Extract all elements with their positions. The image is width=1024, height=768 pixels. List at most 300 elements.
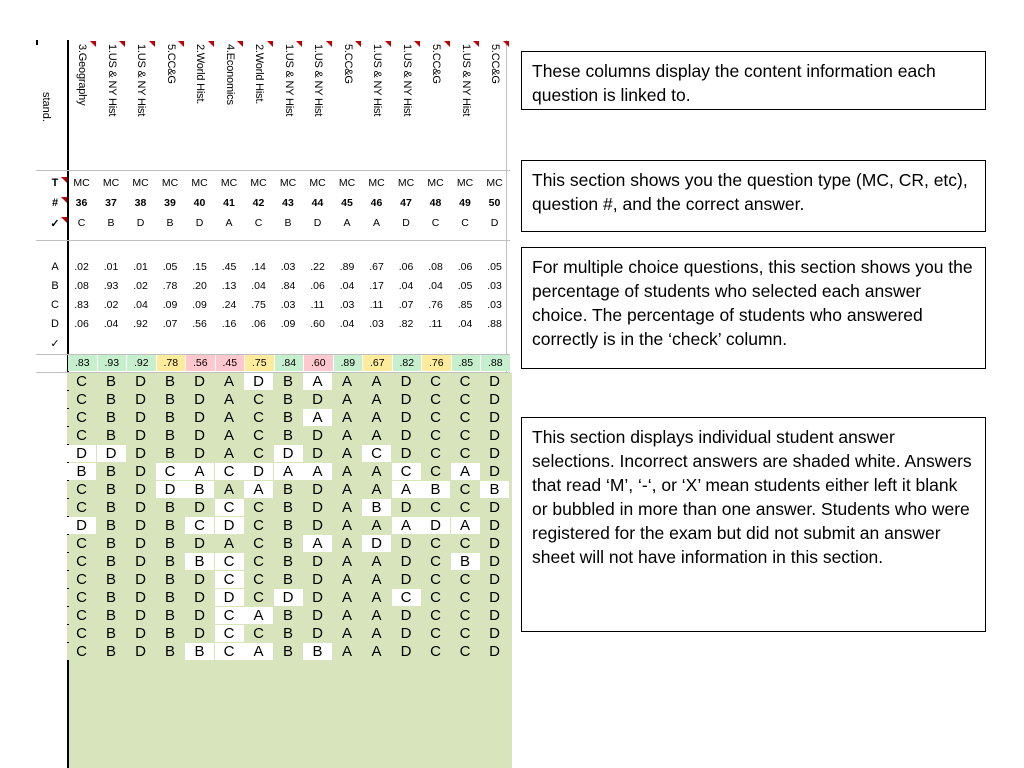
percentage-cell: .06	[251, 318, 266, 330]
student-answer-cell: D	[303, 625, 332, 642]
percentage-cell: .15	[192, 261, 207, 273]
student-answer-cell: C	[215, 643, 244, 660]
student-answer-cell: C	[156, 463, 185, 480]
student-answer-cell: D	[303, 499, 332, 516]
percentage-cell: .84	[280, 280, 296, 292]
student-answer-cell: B	[156, 409, 185, 426]
percent-correct-cell: .60	[304, 355, 333, 371]
student-answer-cell: C	[421, 445, 450, 462]
student-answer-cell: B	[97, 607, 126, 624]
percentage-cell: .13	[221, 280, 237, 292]
comment-marker-icon	[296, 41, 302, 47]
question-type-cell: MC	[73, 177, 90, 189]
student-answer-cell: B	[156, 571, 185, 588]
correct-answer-cell: B	[166, 217, 174, 229]
student-answer-cell: A	[333, 643, 362, 660]
standard-header-cell	[362, 40, 391, 170]
question-type-cell: MC	[220, 177, 238, 189]
student-answer-cell: D	[244, 373, 273, 390]
student-answer-cell: B	[185, 553, 214, 570]
student-answer-cell: C	[451, 373, 480, 390]
student-answer-cell: B	[274, 409, 303, 426]
standard-header-cell	[244, 40, 273, 170]
student-answer-cell: D	[303, 571, 332, 588]
student-answer-cell: D	[480, 427, 509, 444]
comment-marker-icon	[61, 217, 67, 223]
student-answer-cell: C	[451, 589, 480, 606]
student-answer-cell: C	[67, 625, 96, 642]
question-number-cell: 36	[75, 197, 88, 209]
student-answer-cell: A	[333, 463, 362, 480]
student-answer-cell: A	[333, 625, 362, 642]
percent-correct-cell: .88	[481, 355, 510, 371]
student-answer-cell: B	[97, 391, 126, 408]
percentage-cell: .56	[192, 318, 207, 330]
comment-marker-icon	[61, 197, 67, 203]
student-answer-cell: C	[421, 571, 450, 588]
question-type-cell: MC	[191, 177, 208, 189]
question-type-cell: MC	[427, 177, 444, 189]
student-answer-cell: A	[244, 607, 273, 624]
question-type-cell: MC	[161, 177, 179, 189]
student-answer-cell: C	[421, 607, 450, 624]
comment-marker-icon	[178, 41, 184, 47]
percentage-cell: .04	[339, 280, 355, 292]
student-answer-cell: B	[274, 553, 303, 570]
student-answer-cell: C	[244, 589, 273, 606]
percentage-cell: .04	[428, 280, 443, 292]
student-answer-cell: C	[67, 391, 96, 408]
student-answer-cell: D	[126, 625, 155, 642]
student-answer-cell: B	[274, 481, 303, 498]
percent-correct-cell: .56	[186, 355, 215, 371]
student-answer-cell: B	[156, 517, 185, 534]
standard-label: 5.CC&G	[164, 44, 177, 84]
standard-label: 5.CC&G	[341, 44, 354, 84]
student-answer-cell: D	[126, 499, 155, 516]
student-answer-cell: A	[333, 589, 362, 606]
student-answer-cell: C	[421, 499, 450, 516]
percent-correct-cell: .45	[216, 355, 245, 371]
percentage-cell: .05	[487, 261, 502, 273]
student-answer-cell: A	[451, 517, 480, 534]
question-type-cell: MC	[397, 177, 415, 189]
standard-label: 3.Geography	[76, 44, 88, 106]
student-answer-cell: B	[156, 427, 185, 444]
student-answer-cell: A	[362, 571, 391, 588]
gradebook-sheet	[36, 40, 510, 768]
student-answer-cell: B	[480, 481, 509, 498]
student-answer-cell: C	[215, 499, 244, 516]
question-number-cell: 44	[311, 197, 324, 209]
answer-choice-row-label: D	[51, 318, 59, 330]
student-answer-cell: B	[303, 643, 332, 660]
note-content-info	[521, 51, 986, 110]
student-answer-cell: C	[451, 445, 480, 462]
percentage-cell: .75	[251, 299, 266, 311]
student-answer-cell: D	[392, 535, 421, 552]
student-answer-cell: C	[215, 607, 244, 624]
student-answer-cell: B	[97, 571, 126, 588]
percentage-cell: .67	[369, 261, 384, 273]
student-answer-cell: A	[244, 643, 273, 660]
student-answer-cell: A	[362, 517, 391, 534]
student-answer-cell: B	[97, 499, 126, 516]
student-answer-cell: B	[451, 553, 480, 570]
percentage-cell: .04	[133, 299, 148, 311]
stand-header	[36, 40, 67, 170]
student-answer-cell: A	[392, 481, 421, 498]
student-answer-cell: B	[97, 463, 126, 480]
student-answer-cell: C	[421, 643, 450, 660]
question-type-cell: MC	[132, 177, 149, 189]
standard-header-cell	[333, 40, 362, 170]
question-number-cell: 37	[105, 197, 117, 209]
percentage-cell: .11	[369, 299, 384, 311]
standard-header-cell	[215, 40, 244, 170]
student-answer-cell: C	[421, 625, 450, 642]
student-answer-cell: D	[67, 445, 96, 462]
student-answer-cell: A	[215, 481, 244, 498]
student-answer-cell: B	[156, 535, 185, 552]
standard-header-cell	[185, 40, 214, 170]
percent-correct-cell: .78	[157, 355, 186, 371]
student-answer-cell: C	[67, 409, 96, 426]
student-answer-cell: D	[480, 391, 509, 408]
comment-marker-icon	[355, 41, 361, 47]
standard-label: 1.US & NY Hist	[400, 44, 413, 117]
student-answer-cell: C	[421, 391, 450, 408]
correct-answer-cell: C	[461, 217, 469, 229]
student-answer-cell: A	[362, 391, 391, 408]
standard-label: 1.US & NY Hist	[282, 44, 295, 117]
student-answer-cell: A	[362, 607, 391, 624]
percentage-cell: .83	[74, 299, 89, 311]
question-type-cell: MC	[279, 177, 297, 189]
student-answer-cell: D	[303, 427, 332, 444]
question-type-cell: MC	[338, 177, 356, 189]
student-answer-cell: B	[274, 391, 303, 408]
student-answer-cell: B	[274, 499, 303, 516]
percentage-cell: .01	[103, 261, 119, 273]
student-answer-cell: C	[215, 553, 244, 570]
correct-answer-cell: C	[431, 217, 440, 229]
question-type-cell: MC	[486, 177, 503, 189]
student-answer-cell: D	[185, 445, 214, 462]
student-answer-cell: B	[156, 445, 185, 462]
question-type-cell: MC	[368, 177, 385, 189]
student-answer-cell: A	[362, 463, 391, 480]
student-answer-cell: C	[244, 391, 273, 408]
student-answer-cell: B	[156, 625, 185, 642]
standard-header-cell	[392, 40, 421, 170]
student-answer-cell: D	[126, 391, 155, 408]
percentage-cell: .78	[162, 280, 178, 292]
percentage-cell: .03	[339, 299, 355, 311]
student-answer-cell: B	[185, 643, 214, 660]
student-answer-cell: B	[421, 481, 450, 498]
student-answer-cell: D	[421, 517, 450, 534]
question-number-cell: 42	[252, 197, 265, 209]
student-answer-cell: D	[480, 553, 509, 570]
student-answer-cell: A	[215, 535, 244, 552]
student-answer-cell: D	[185, 427, 214, 444]
student-answer-cell: D	[480, 517, 509, 534]
student-answer-cell: A	[333, 391, 362, 408]
standard-label: 1.US & NY Hist	[135, 44, 147, 117]
student-answer-cell: B	[97, 427, 126, 444]
student-answer-cell: B	[156, 607, 185, 624]
student-answer-cell: A	[333, 373, 362, 390]
student-answer-cell: B	[274, 625, 303, 642]
percentage-cell: .11	[428, 318, 443, 330]
note-content-info-text: These columns display the content information each question is linked to.	[532, 61, 936, 105]
percentage-cell: .85	[457, 299, 473, 311]
student-answer-cell: C	[244, 499, 273, 516]
standard-label: 5.CC&G	[430, 44, 442, 84]
question-number-cell: 50	[488, 197, 501, 209]
student-answer-cell: D	[185, 607, 214, 624]
student-answer-cell: D	[126, 571, 155, 588]
student-answer-cell: D	[126, 373, 155, 390]
percentage-cell: .60	[310, 318, 325, 330]
student-answer-cell: D	[215, 589, 244, 606]
standard-header-cell	[67, 40, 96, 170]
student-answer-cell: C	[244, 553, 273, 570]
student-answer-cell: D	[303, 445, 332, 462]
percentage-cell: .45	[221, 261, 237, 273]
standard-header-cell	[303, 40, 332, 170]
student-answer-cell: B	[97, 589, 126, 606]
percentage-cell: .09	[280, 318, 296, 330]
student-answer-cell: C	[451, 499, 480, 516]
student-answer-cell: D	[392, 499, 421, 516]
student-answer-cell: B	[274, 607, 303, 624]
student-answer-cell: D	[185, 571, 214, 588]
percentage-cell: .17	[369, 280, 384, 292]
correct-answer-cell: A	[372, 217, 380, 229]
student-answer-cell: D	[274, 589, 303, 606]
comment-marker-icon	[61, 177, 67, 183]
answer-choice-row-label: A	[51, 261, 59, 273]
student-answer-cell: D	[392, 445, 421, 462]
student-answer-cell: A	[362, 553, 391, 570]
student-answer-cell: D	[392, 643, 421, 660]
student-answer-cell: D	[126, 517, 155, 534]
percentage-cell: .03	[280, 261, 296, 273]
question-type-cell: MC	[250, 177, 267, 189]
correct-answer-cell: D	[490, 217, 499, 229]
student-answer-cell: C	[67, 607, 96, 624]
percent-correct-cell: .67	[363, 355, 392, 371]
student-answer-cell: B	[97, 517, 126, 534]
correct-answer-cell: D	[195, 217, 204, 229]
percent-correct-cell: .75	[245, 355, 274, 371]
student-answer-cell: C	[215, 463, 244, 480]
percentage-cell: .06	[310, 280, 325, 292]
percent-correct-cell: .89	[334, 355, 363, 371]
correct-answer-cell: C	[254, 217, 263, 229]
student-answer-cell: D	[480, 643, 509, 660]
percentage-cell: .06	[74, 318, 89, 330]
rule-below-standards	[36, 170, 510, 171]
percentage-cell: .89	[339, 261, 355, 273]
student-answer-cell: A	[362, 481, 391, 498]
student-answer-cell: C	[215, 571, 244, 588]
student-answer-cell: B	[274, 535, 303, 552]
student-answer-cell: A	[362, 409, 391, 426]
percent-correct-cell: .92	[127, 355, 156, 371]
note-question-info-text: This section shows you the question type (MC, CR, etc), question #, and the correct answer.	[532, 170, 968, 214]
stand-label: stand.	[40, 92, 52, 122]
student-answer-cell: B	[274, 643, 303, 660]
student-answer-cell: B	[156, 553, 185, 570]
student-answer-cell: D	[97, 445, 126, 462]
student-answer-cell: B	[274, 517, 303, 534]
correct-answer-cell: B	[284, 217, 292, 229]
student-answer-cell: D	[303, 553, 332, 570]
student-answer-cell: D	[185, 409, 214, 426]
student-answer-cell: A	[244, 481, 273, 498]
standard-label: 5.CC&G	[489, 44, 501, 84]
percentage-cell: .04	[339, 318, 355, 330]
percentage-cell: .92	[133, 318, 148, 330]
standard-label: 2.World Hist.	[194, 44, 206, 105]
student-answer-cell: C	[451, 481, 480, 498]
student-answer-cell: B	[156, 589, 185, 606]
student-answer-cell: B	[362, 499, 391, 516]
student-answer-cell: A	[215, 373, 244, 390]
question-type-cell: MC	[102, 177, 120, 189]
student-answer-cell: C	[67, 589, 96, 606]
student-answer-cell: C	[392, 589, 421, 606]
comment-marker-icon	[503, 41, 509, 47]
student-answer-cell: C	[67, 373, 96, 390]
standard-header-cell	[126, 40, 155, 170]
student-answer-cell: A	[333, 553, 362, 570]
student-answer-cell: B	[97, 535, 126, 552]
student-answer-cell: C	[421, 535, 450, 552]
student-answer-cell: D	[185, 535, 214, 552]
comment-marker-icon	[414, 41, 420, 47]
correct-answer-cell: A	[225, 217, 233, 229]
percentage-cell: .03	[369, 318, 384, 330]
answer-choice-row-label: B	[51, 280, 59, 292]
student-answer-cell: C	[451, 625, 480, 642]
student-answer-cell: D	[392, 571, 421, 588]
rule-below-question-info	[36, 240, 510, 241]
student-answer-cell: D	[480, 625, 509, 642]
student-answer-cell: C	[451, 571, 480, 588]
student-answer-cell: C	[451, 607, 480, 624]
correct-answer-cell: D	[402, 217, 410, 229]
percentage-cell: .04	[398, 280, 414, 292]
student-answer-cell: D	[126, 535, 155, 552]
student-answer-cell: D	[126, 409, 155, 426]
percentage-cell: .07	[162, 318, 178, 330]
percentage-cell: .11	[310, 299, 325, 311]
student-answer-cell: D	[67, 517, 96, 534]
student-answer-cell: D	[156, 481, 185, 498]
student-answer-cell: B	[185, 481, 214, 498]
student-answer-cell: D	[480, 571, 509, 588]
student-answer-cell: A	[333, 607, 362, 624]
student-answer-cell: B	[156, 373, 185, 390]
student-answer-cell: A	[333, 535, 362, 552]
student-answer-cell: A	[215, 445, 244, 462]
comment-marker-icon	[119, 41, 125, 47]
student-answer-cell: A	[362, 625, 391, 642]
grid-top-tick	[36, 40, 38, 45]
question-number-cell: 38	[134, 197, 147, 209]
student-answer-cell: C	[67, 571, 96, 588]
percentage-cell: .04	[251, 280, 266, 292]
question-info-row-label: T	[51, 177, 59, 189]
standard-header-cell	[421, 40, 450, 170]
comment-marker-icon	[267, 41, 273, 47]
standard-label: 1.US & NY Hist	[105, 44, 118, 117]
student-answer-cell: D	[303, 607, 332, 624]
student-answer-cell: A	[333, 427, 362, 444]
student-answer-cell: C	[67, 499, 96, 516]
student-answer-cell: D	[480, 409, 509, 426]
student-answer-cell: D	[215, 517, 244, 534]
student-answer-cell: D	[480, 463, 509, 480]
student-answer-cell: D	[274, 445, 303, 462]
student-answer-cell: C	[244, 535, 273, 552]
student-answer-cell: D	[480, 535, 509, 552]
student-answer-cell: D	[303, 589, 332, 606]
percentage-cell: .09	[192, 299, 207, 311]
correct-answer-cell: B	[107, 217, 115, 229]
student-answer-cell: D	[126, 607, 155, 624]
percent-correct-cell: .84	[275, 355, 304, 371]
note-percentages-text: For multiple choice questions, this section shows you the percentage of students who selected each answer choice. The percentage of students who answered correctly is in the ‘check’ column.	[532, 257, 973, 349]
percent-correct-cell: .85	[452, 355, 481, 371]
note-student-answers	[521, 417, 986, 632]
student-answer-cell: D	[480, 373, 509, 390]
student-answer-cell: D	[185, 589, 214, 606]
student-answer-cell: C	[67, 553, 96, 570]
student-answer-cell: D	[480, 607, 509, 624]
question-info-row-label: #	[51, 197, 59, 209]
student-answer-cell: A	[303, 535, 332, 552]
student-answer-cell: D	[303, 517, 332, 534]
question-number-cell: 45	[341, 197, 353, 209]
percentage-cell: .93	[103, 280, 119, 292]
student-answer-cell: C	[362, 445, 391, 462]
student-answer-cell: C	[421, 409, 450, 426]
question-number-cell: 47	[400, 197, 412, 209]
percentage-cell: .03	[487, 299, 502, 311]
correct-answer-cell: D	[136, 217, 145, 229]
student-answer-cell: A	[215, 427, 244, 444]
student-answer-cell: C	[392, 463, 421, 480]
student-answer-cell: C	[421, 463, 450, 480]
student-answer-cell: B	[97, 625, 126, 642]
question-type-cell: MC	[309, 177, 326, 189]
student-answer-cell: D	[392, 391, 421, 408]
student-answer-cell: A	[451, 463, 480, 480]
student-answer-cell: C	[451, 391, 480, 408]
student-answer-cell: B	[67, 463, 96, 480]
question-number-cell: 46	[370, 197, 383, 209]
note-student-answers-text: This section displays individual student answer selections. Incorrect answers are shaded white. Answers that read ‘M’, ‘-‘, or ‘X’ mean students either left it blank or bubbled in more than one answer. Students who were registered for the exam but did not submit an answer sheet will not have information in this section.	[532, 427, 972, 567]
student-answer-cell: D	[392, 625, 421, 642]
student-answer-cell: A	[362, 589, 391, 606]
student-answer-cell: D	[392, 607, 421, 624]
student-answer-cell: D	[392, 373, 421, 390]
